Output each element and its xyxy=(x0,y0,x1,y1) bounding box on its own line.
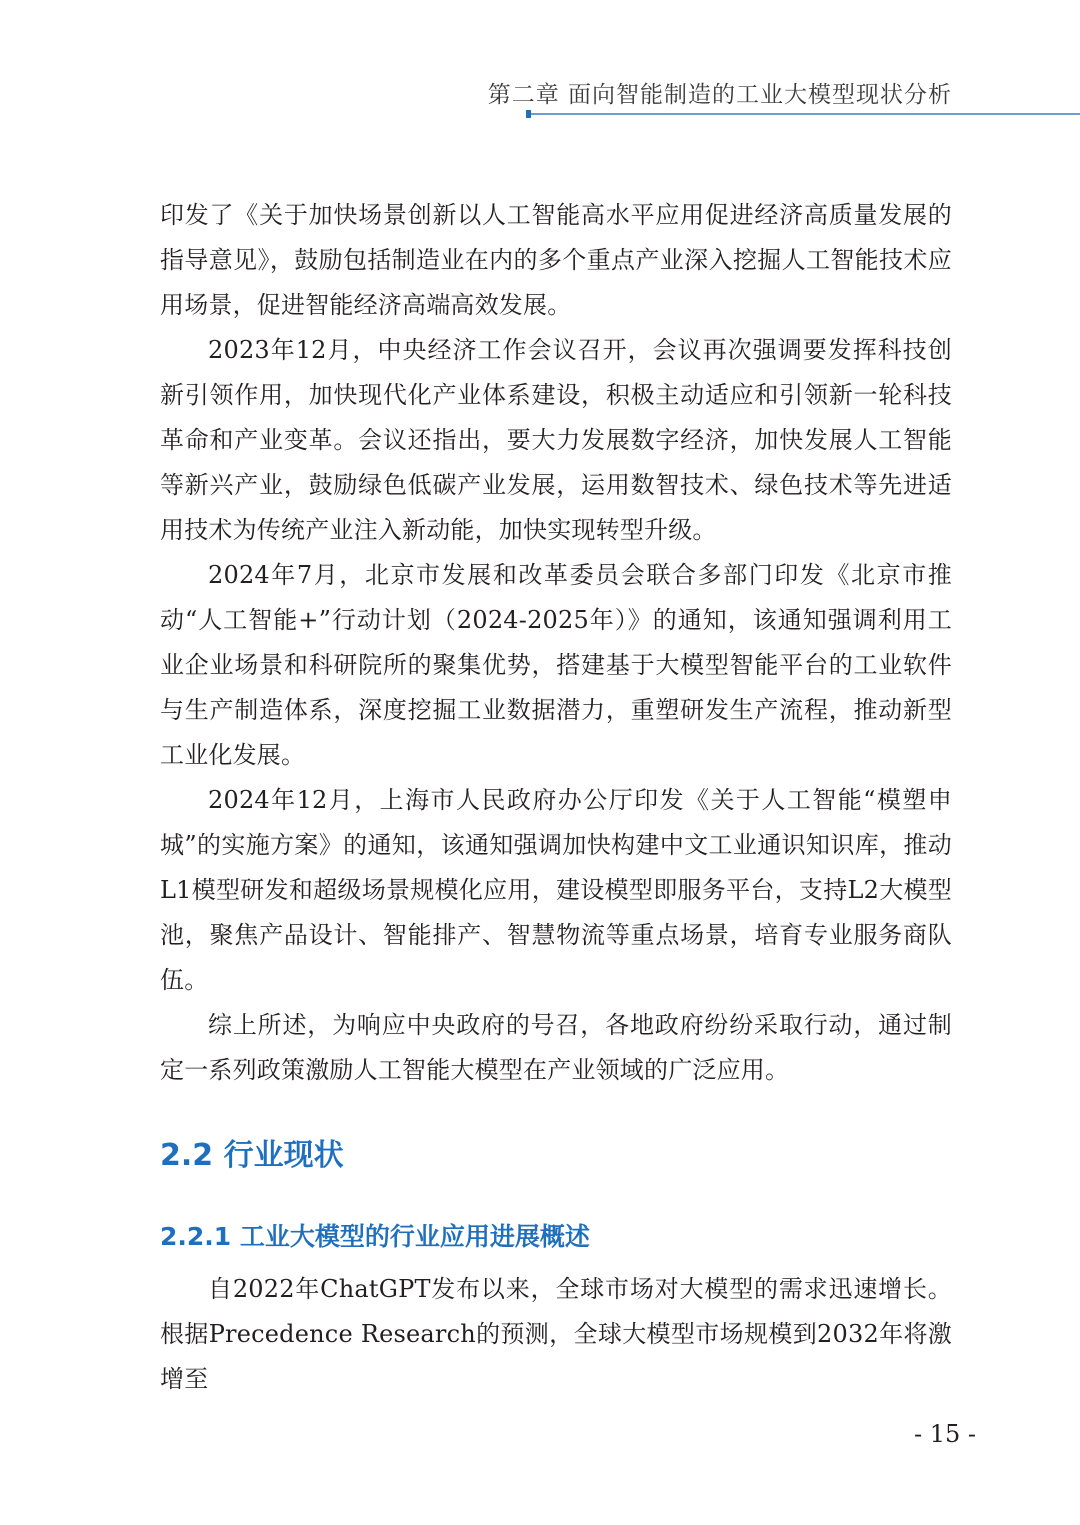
paragraph-economic-work-conference: 2023年12月，中央经济工作会议召开，会议再次强调要发挥科技创新引领作用，加快现代化产业体系建设，积极主动适应和引领新一轮科技革命和产业变革。会议还指出，要大力发展数字经济，加快发展人工智能等新兴产业，鼓励绿色低碳产业发展，运用数智技术、绿色技术等先进适用技术为传统产业注入新动能，加快实现转型升级。 xyxy=(160,336,952,544)
paragraph-market-overview: 自2022年ChatGPT发布以来，全球市场对大模型的需求迅速增长。根据Precedence Research的预测，全球大模型市场规模到2032年将激增至 xyxy=(160,1275,952,1393)
running-header: 第二章 面向智能制造的工业大模型现状分析 xyxy=(487,82,952,108)
paragraph-shanghai-plan: 2024年12月，上海市人民政府办公厅印发《关于人工智能“模塑申城”的实施方案》的通知，该通知强调加快构建中文工业通识知识库，推动L1模型研发和超级场景规模化应用，建设模型即服务平台，支持L2大模型池，聚焦产品设计、智能排产、智慧物流等重点场景，培育专业服务商队伍。 xyxy=(160,786,952,994)
paragraph-continued: 印发了《关于加快场景创新以人工智能高水平应用促进经济高质量发展的指导意见》，鼓励包括制造业在内的多个重点产业深入挖掘人工智能技术应用场景，促进智能经济高端高效发展。 xyxy=(160,201,952,319)
subsection-title: 2.2.1 工业大模型的行业应用进展概述 xyxy=(160,1222,590,1251)
header-rule-marker xyxy=(526,110,531,118)
page-body xyxy=(160,193,952,1402)
page-number: - 15 - xyxy=(913,1420,976,1448)
paragraph-summary: 综上所述，为响应中央政府的号召，各地政府纷纷采取行动，通过制定一系列政策激励人工智能大模型在产业领域的广泛应用。 xyxy=(160,1011,952,1084)
section-title: 2.2 行业现状 xyxy=(160,1138,344,1173)
paragraph-beijing-action-plan: 2024年7月，北京市发展和改革委员会联合多部门印发《北京市推动“人工智能+”行动计划（2024-2025年）》的通知，该通知强调利用工业企业场景和科研院所的聚集优势，搭建基于大模型智能平台的工业软件与生产制造体系，深度挖掘工业数据潜力，重塑研发生产流程，推动新型工业化发展。 xyxy=(160,561,952,769)
header-rule xyxy=(528,113,1080,115)
